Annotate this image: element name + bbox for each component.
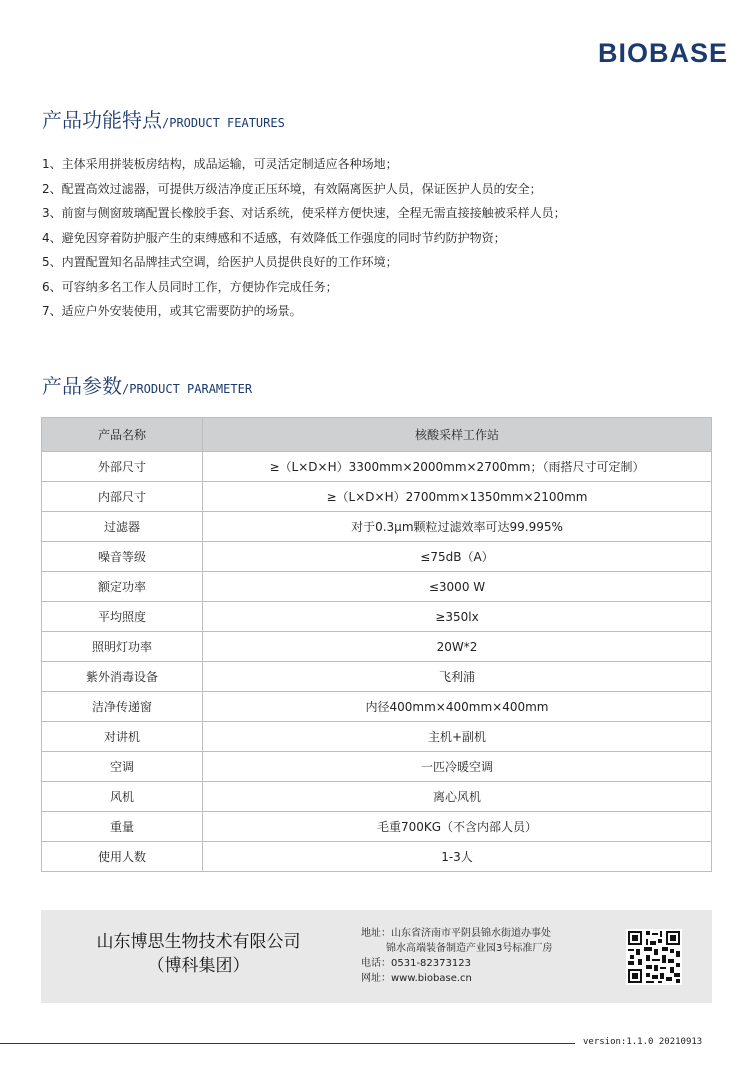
company-name (71, 930, 326, 978)
param-value: ≥（L×D×H）2700mm×1350mm×2100mm (203, 482, 712, 512)
header-name-cell: 产品名称 (42, 418, 203, 452)
param-name: 内部尺寸 (42, 482, 203, 512)
brand-logo: BIOBASE (597, 38, 728, 68)
bottom-divider (0, 1043, 575, 1044)
table-row (42, 482, 712, 512)
feature-item: 1、主体采用拼装板房结构，成品运输，可灵活定制适应各种场地； (42, 157, 398, 171)
address-line1: 地址：山东省济南市平阴县锦水街道办事处 (361, 928, 551, 939)
feature-item: 7、适应户外安装使用，或其它需要防护的场景。 (42, 304, 302, 318)
param-value: 1-3人 (203, 842, 712, 872)
params-table (41, 417, 712, 872)
features-title-en: /PRODUCT FEATURES (162, 116, 285, 130)
qr-code-icon (626, 929, 682, 985)
param-value: 毛重700KG（不含内部人员） (203, 812, 712, 842)
table-row (42, 452, 712, 482)
param-name: 使用人数 (42, 842, 203, 872)
table-row (42, 572, 712, 602)
features-title-cn: 产品功能特点 (42, 108, 162, 132)
param-value: ≥（L×D×H）3300mm×2000mm×2700mm；（雨搭尺寸可定制） (203, 452, 712, 482)
table-row (42, 632, 712, 662)
website-text: 网址：www.biobase.cn (361, 973, 472, 984)
table-row (42, 842, 712, 872)
param-value: 一匹冷暖空调 (203, 752, 712, 782)
param-name: 洁净传递窗 (42, 692, 203, 722)
company-name-line2: （博科集团） (147, 956, 250, 976)
param-name: 重量 (42, 812, 203, 842)
params-title-en: /PRODUCT PARAMETER (122, 382, 253, 396)
table-row (42, 812, 712, 842)
param-value: 对于0.3μm颗粒过滤效率可达99.995% (203, 512, 712, 542)
company-name-line1: 山东博思生物技术有限公司 (96, 932, 301, 952)
param-name: 额定功率 (42, 572, 203, 602)
param-name: 对讲机 (42, 722, 203, 752)
footer-contact-box (41, 910, 712, 1003)
feature-item: 2、配置高效过滤器，可提供万级洁净度正压环境，有效隔离医护人员，保证医护人员的安全； (42, 181, 542, 196)
param-name: 照明灯功率 (42, 632, 203, 662)
version-text: version:1.1.0 20210913 (583, 1037, 703, 1047)
param-value: 离心风机 (203, 782, 712, 812)
param-value: ≤3000 W (203, 572, 712, 602)
table-row (42, 752, 712, 782)
param-value: 飞利浦 (203, 662, 712, 692)
table-row (42, 692, 712, 722)
params-heading (42, 370, 252, 399)
phone-text: 电话：0531-82373123 (361, 958, 471, 969)
features-list (42, 152, 722, 324)
params-title-cn: 产品参数 (42, 374, 122, 398)
param-value: 20W*2 (203, 632, 712, 662)
table-row (42, 512, 712, 542)
param-name: 过滤器 (42, 512, 203, 542)
param-name: 空调 (42, 752, 203, 782)
table-row (42, 782, 712, 812)
param-name: 平均照度 (42, 602, 203, 632)
param-value: ≥350lx (203, 602, 712, 632)
table-header-row (42, 418, 712, 452)
features-heading (42, 104, 285, 133)
param-value: 内径400mm×400mm×400mm (203, 692, 712, 722)
table-row (42, 542, 712, 572)
header-value-cell: 核酸采样工作站 (203, 418, 712, 452)
param-value: 主机+副机 (203, 722, 712, 752)
address-line2: 锦水高端装备制造产业园3号标准厂房 (386, 943, 553, 954)
table-row (42, 602, 712, 632)
param-value: ≤75dB（A） (203, 542, 712, 572)
feature-item: 6、可容纳多名工作人员同时工作，方便协作完成任务； (42, 279, 338, 294)
feature-item: 5、内置配置知名品牌挂式空调，给医护人员提供良好的工作环境； (42, 255, 398, 269)
param-name: 紫外消毒设备 (42, 662, 203, 692)
table-row (42, 722, 712, 752)
feature-item: 4、避免因穿着防护服产生的束缚感和不适感，有效降低工作强度的同时节约防护物资； (42, 230, 506, 245)
param-name: 外部尺寸 (42, 452, 203, 482)
feature-item: 3、前窗与侧窗玻璃配置长橡胶手套、对话系统，使采样方便快速，全程无需直接接触被采样人员； (42, 206, 566, 220)
table-row (42, 662, 712, 692)
param-name: 噪音等级 (42, 542, 203, 572)
contact-info (361, 926, 552, 986)
param-name: 风机 (42, 782, 203, 812)
